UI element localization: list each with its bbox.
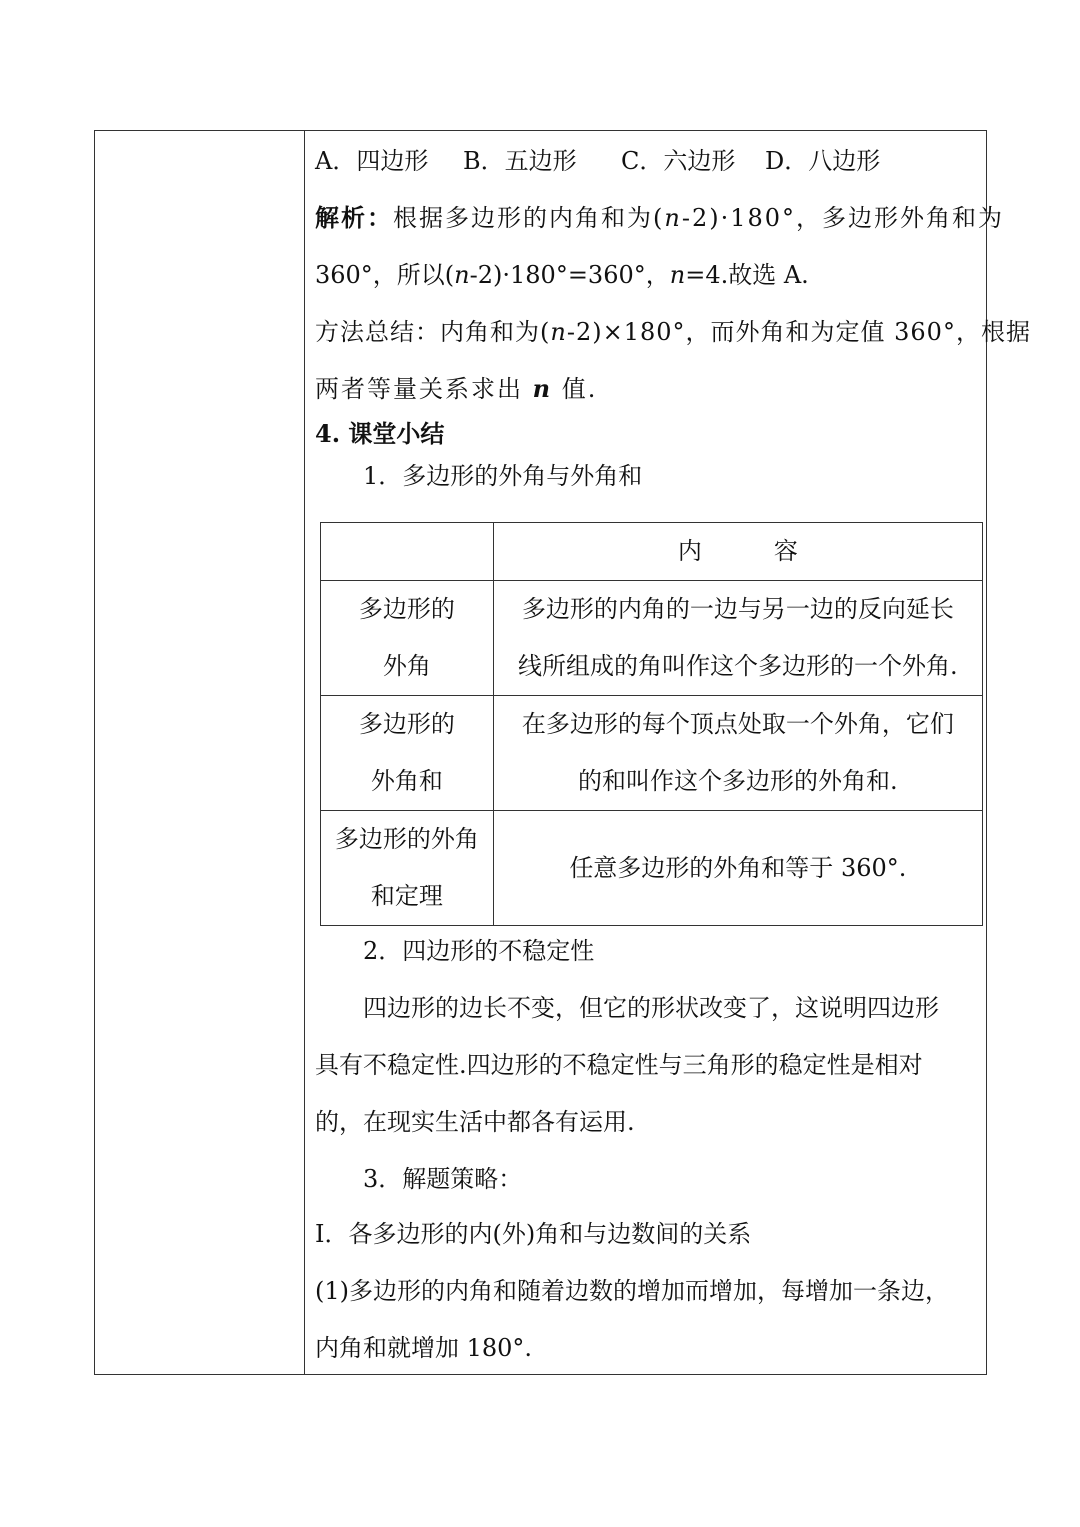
strategy-line-2: 内角和就增加 180°.	[315, 1334, 533, 1362]
paragraph-line-2: 具有不稳定性.四边形的不稳定性与三角形的稳定性是相对	[315, 1051, 923, 1079]
option-c: C．六边形	[621, 147, 736, 175]
analysis-line-1: 解析：根据多边形的内角和为(n-2)·180°，多边形外角和为	[315, 203, 1005, 232]
strategy-title: I．各多边形的内(外)角和与边数间的关系	[315, 1220, 752, 1248]
table-header-cell	[321, 523, 494, 581]
left-column	[95, 131, 305, 1374]
summary-heading: 4. 课堂小结	[315, 419, 445, 448]
answer-options	[315, 146, 880, 176]
table-row	[321, 581, 983, 696]
exterior-angle-table	[320, 522, 983, 926]
content-cell: 多边形的内角的一边与另一边的反向延长 线所组成的角叫作这个多边形的一个外角.	[493, 581, 982, 696]
summary-item-2: 2．四边形的不稳定性	[363, 937, 595, 965]
table-header-cell: 内 容	[493, 523, 982, 581]
method-line-2: 两者等量关系求出 n 值.	[315, 374, 598, 403]
analysis-line-2: 360°，所以(n-2)·180°=360°，n=4.故选 A.	[315, 261, 809, 289]
lesson-table	[94, 130, 1031, 1375]
table-header-row	[321, 523, 983, 581]
summary-item-1: 1．多边形的外角与外角和	[363, 462, 643, 490]
term-cell: 多边形的 外角和	[321, 696, 494, 811]
paragraph-line-1: 四边形的边长不变，但它的形状改变了，这说明四边形	[363, 994, 939, 1022]
option-d: D．八边形	[765, 147, 881, 175]
content-cell: 任意多边形的外角和等于 360°.	[493, 811, 982, 926]
method-line-1: 方法总结：内角和为(n-2)×180°，而外角和为定值 360°，根据	[315, 318, 1031, 346]
term-cell: 多边形的外角 和定理	[321, 811, 494, 926]
analysis-label: 解析：	[315, 203, 393, 232]
summary-item-3: 3．解题策略：	[363, 1165, 523, 1193]
table-row	[321, 696, 983, 811]
table-row	[321, 811, 983, 926]
option-b: B．五边形	[463, 147, 577, 175]
option-a: A．四边形	[315, 147, 429, 175]
content-cell: 在多边形的每个顶点处取一个外角，它们 的和叫作这个多边形的外角和.	[493, 696, 982, 811]
paragraph-line-3: 的，在现实生活中都各有运用.	[315, 1108, 635, 1136]
strategy-line-1: (1)多边形的内角和随着边数的增加而增加，每增加一条边，	[315, 1277, 949, 1305]
term-cell: 多边形的 外角	[321, 581, 494, 696]
